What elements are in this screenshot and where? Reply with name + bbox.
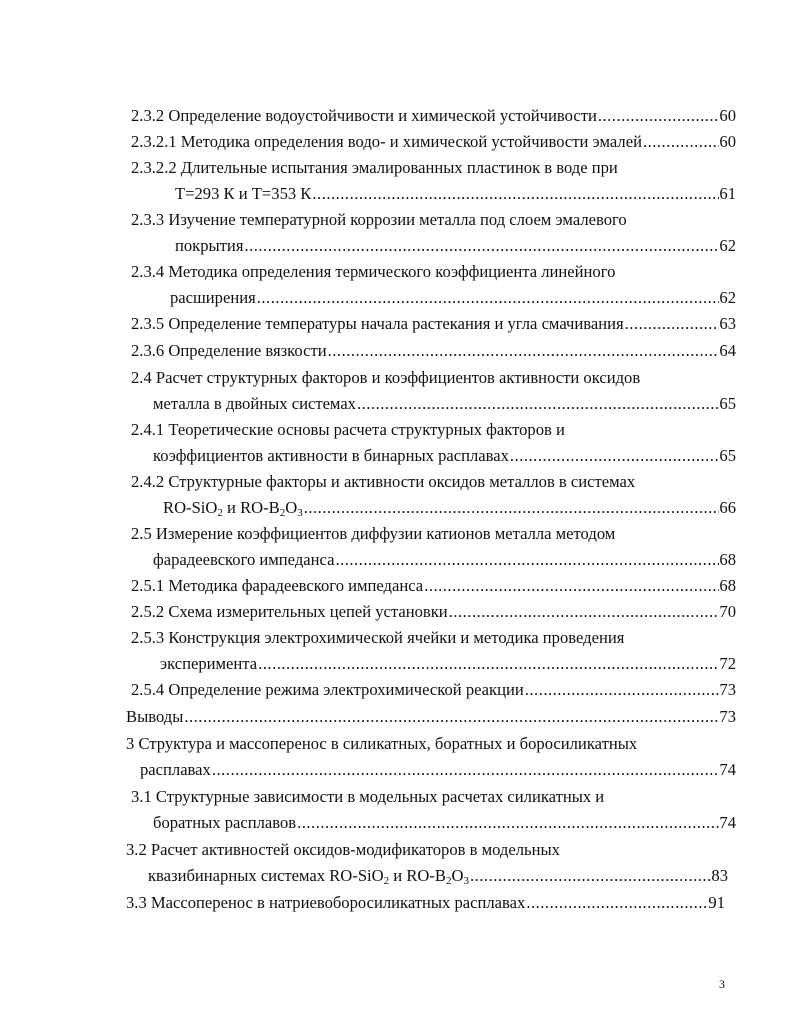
toc-entry-line: [131, 522, 615, 546]
toc-entry-title: 2.5 Измерение коэффициентов диффузии катионов металла методом: [131, 524, 616, 543]
toc-entry-page: 74: [719, 813, 736, 832]
toc-entry-page: 68: [719, 576, 736, 595]
dot-leader: [356, 392, 719, 416]
toc-entry-page: 91: [708, 893, 725, 912]
toc-entry-page: 60: [719, 106, 736, 125]
toc-entry-title: 2.3.2.1 Методика определения водо- и химической устойчивости эмалей: [131, 132, 642, 151]
toc-entry-title: 2.5.2 Схема измерительных цепей установки: [131, 602, 448, 621]
toc-entry-page: 62: [719, 236, 736, 255]
dot-leader: [509, 444, 719, 468]
toc-entry: [131, 104, 736, 128]
toc-entry-page: 63: [719, 314, 736, 333]
toc-entry-title: расширения: [170, 288, 256, 307]
toc-entry-title: фарадеевского импеданса: [153, 550, 335, 569]
toc-entry-page: 61: [719, 184, 736, 203]
toc-entry-title: 2.5.3 Конструкция электрохимической ячейки и методика проведения: [131, 628, 625, 647]
toc-entry-line: [126, 732, 637, 756]
toc-entry-title: 2.3.6 Определение вязкости: [131, 341, 327, 360]
toc-entry-title: эксперимента: [160, 654, 258, 673]
toc-entry-title: 2.3.4 Методика определения термического коэффициента линейного: [131, 262, 616, 281]
toc-entry-title: 2.3.2.2 Длительные испытания эмалированных пластинок в воде при: [131, 158, 618, 177]
dot-leader: [469, 864, 711, 888]
toc-entry: [126, 705, 736, 729]
toc-entry-title: 2.3.3 Изучение температурной коррозии металла под слоем эмалевого: [131, 210, 627, 229]
toc-entry-line: [131, 785, 604, 809]
toc-entry-page: 72: [719, 654, 736, 673]
toc-entry-title: 2.5.4 Определение режима электрохимической реакции: [131, 680, 524, 699]
toc-entry-page: 66: [719, 498, 736, 517]
toc-entry-page: 62: [719, 288, 736, 307]
toc-entry: [140, 758, 736, 782]
toc-entry-line: [126, 838, 560, 862]
toc-entry-line: [131, 626, 624, 650]
toc-entry-title: боратных расплавов: [153, 813, 297, 832]
toc-entry: [131, 600, 736, 624]
toc-entry-title: 3.1 Структурные зависимости в модельных расчетах силикатных и: [131, 787, 605, 806]
dot-leader: [327, 339, 720, 363]
toc-entry: [131, 312, 736, 336]
toc-entry-title: квазибинарных системах RO-SiO$_2$ и $RO-B_2O_3$: [148, 866, 469, 887]
page-number: 3: [719, 977, 725, 991]
toc-entry-title: 2.3.5 Определение температуры начала растекания и угла смачивания: [131, 314, 624, 333]
toc-entry-title: покрытия: [175, 236, 244, 255]
dot-leader: [334, 548, 719, 572]
toc-entry-page: 73: [719, 707, 736, 726]
dot-leader: [525, 891, 708, 915]
toc-entry-title: 3.2 Расчет активностей оксидов-модификаторов в модельных: [126, 840, 560, 859]
toc-entry-line: [131, 208, 627, 232]
toc-entry: [175, 182, 736, 206]
toc-entry-page: 70: [719, 602, 736, 621]
toc-entry-page: 60: [719, 132, 736, 151]
toc-entry: [131, 339, 736, 363]
toc-entry-title: расплавах: [140, 760, 211, 779]
toc-entry: [153, 392, 736, 416]
dot-leader: [448, 600, 720, 624]
toc-entry: [163, 496, 736, 520]
toc-entry-title: 3.3 Массоперенос в натриевоборосиликатных расплавах: [126, 893, 526, 912]
dot-leader: [183, 705, 719, 729]
toc-entry: [126, 891, 725, 915]
toc-entry: [160, 652, 736, 676]
dot-leader: [303, 496, 720, 520]
toc-entry: [131, 130, 736, 154]
toc-entry-title: 2.4 Расчет структурных факторов и коэффициентов активности оксидов: [131, 368, 641, 387]
toc-entry-page: 74: [719, 760, 736, 779]
dot-leader: [256, 286, 720, 310]
dot-leader: [524, 678, 720, 702]
dot-leader: [311, 182, 719, 206]
dot-leader: [597, 104, 720, 128]
dot-leader: [211, 758, 720, 782]
toc-entry-title: RO-SiO$_2$ и $RO-B_2O_3$: [163, 498, 303, 519]
toc-entry-title: 2.4.1 Теоретические основы расчета структурных факторов и: [131, 420, 565, 439]
toc-entry-title: Выводы: [126, 707, 184, 726]
dot-leader: [423, 574, 719, 598]
toc-entry-line: [131, 156, 618, 180]
toc-entry-page: 83: [711, 866, 728, 885]
toc-entry-title: 3 Структура и массоперенос в силикатных, боратных и боросиликатных: [126, 734, 638, 753]
toc-entry-title: коэффициентов активности в бинарных расплавах: [153, 446, 509, 465]
toc-entry-page: 65: [719, 446, 736, 465]
toc-entry-page: 64: [719, 341, 736, 360]
dot-leader: [624, 312, 720, 336]
toc-entry: [170, 286, 736, 310]
toc-entry-title: T=293 К и T=353 К: [175, 184, 312, 203]
toc-entry-line: [131, 260, 615, 284]
toc-entry-title: 2.5.1 Методика фарадеевского импеданса: [131, 576, 424, 595]
dot-leader: [642, 130, 719, 154]
toc-entry: [153, 444, 736, 468]
toc-entry-line: [131, 366, 640, 390]
toc-entry: [148, 864, 728, 888]
toc-entry-line: [131, 470, 635, 494]
toc-entry-title: 2.4.2 Структурные факторы и активности оксидов металлов в системах: [131, 472, 636, 491]
dot-leader: [296, 811, 719, 835]
toc-entry-page: 68: [719, 550, 736, 569]
toc-entry: [153, 548, 736, 572]
toc-entry: [131, 678, 736, 702]
toc-entry-title: 2.3.2 Определение водоустойчивости и химической устойчивости: [131, 106, 597, 125]
toc-entry: [153, 811, 736, 835]
dot-leader: [257, 652, 719, 676]
toc-entry-page: 65: [719, 394, 736, 413]
toc-entry-page: 73: [719, 680, 736, 699]
dot-leader: [243, 234, 719, 258]
toc-entry: [175, 234, 736, 258]
toc-entry-title: металла в двойных системах: [153, 394, 356, 413]
toc-entry: [131, 574, 736, 598]
toc-entry-line: [131, 418, 565, 442]
